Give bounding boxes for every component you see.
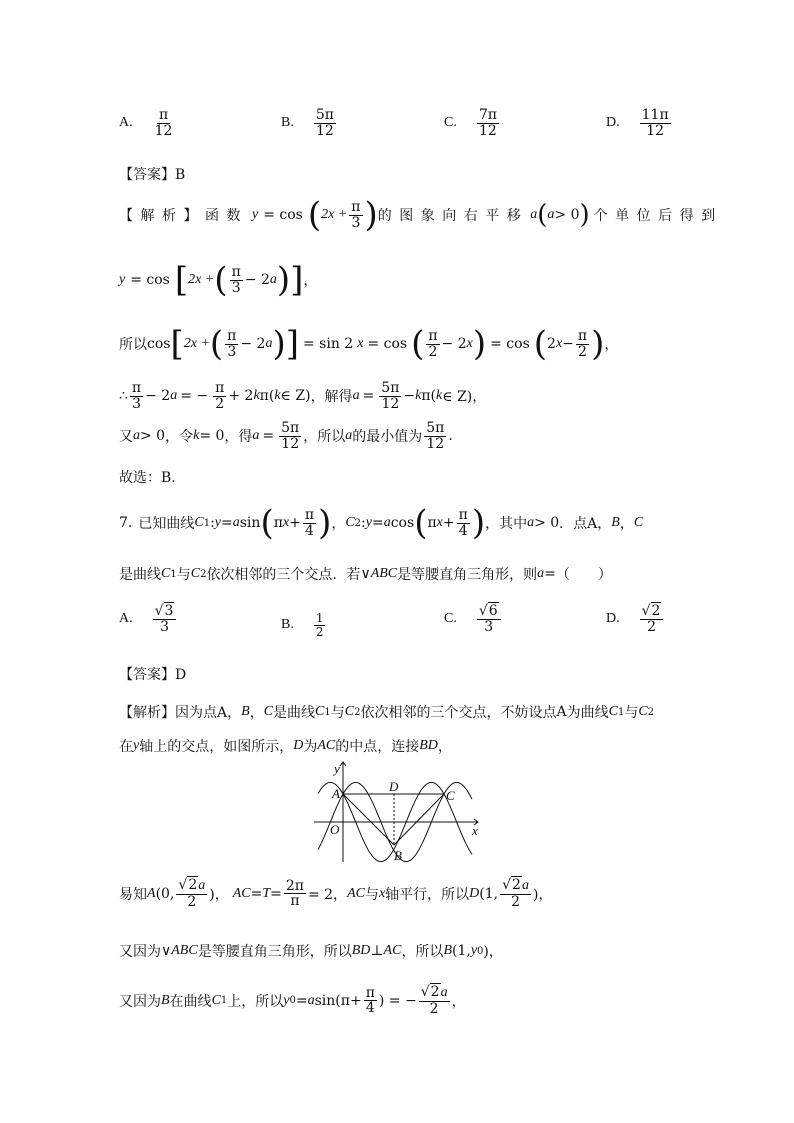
option-label: D. <box>606 115 620 131</box>
option-label: A. <box>119 611 133 627</box>
text: 与 <box>176 567 191 583</box>
option-b <box>281 612 327 638</box>
text: ，令 <box>165 429 194 446</box>
text: 为曲线 <box>566 705 609 721</box>
point-b-label: B <box>394 848 402 863</box>
text: 轴上的交点，如图所示， <box>139 739 294 755</box>
x-axis-label: x <box>472 823 478 838</box>
analysis-q7-line3: 易知 A (0, $\frac{√2a}{2}$ )， AC = T = $\frac{2\pi}{\pi}$ = 2， AC 与 x 轴平行，所以 D (1, $\frac{√2a}{2}$ )， <box>119 877 553 910</box>
option-label: A. <box>119 115 133 131</box>
option-label: D. <box>606 611 620 627</box>
analysis-q6-line1: 【解析】函数 y = cos ( 2x + $\frac{\pi}{3}$ ) 的图象向右平移 a ( a > 0 ) 个单位后得到 <box>119 195 723 235</box>
option-value: $\frac{1}{2}$ <box>315 611 324 639</box>
option-label: C. <box>444 611 457 627</box>
point-c-label: C <box>446 788 455 803</box>
text: ，解得 <box>310 389 353 406</box>
text: ，其中 <box>485 516 528 532</box>
option-d <box>606 108 673 138</box>
answer-q6: 【答案】B <box>119 167 186 183</box>
text: 是等腰直角三角形，所以 <box>197 944 352 960</box>
question-number: 7. <box>119 515 133 531</box>
option-value: $\frac{5\pi}{12}$ <box>315 107 334 139</box>
text: ，所以 <box>401 944 444 960</box>
text: 在 <box>119 739 133 755</box>
option-d <box>606 604 665 634</box>
point-d-label: D <box>389 779 399 794</box>
option-value: $\frac{\pi}{12}$ <box>154 107 173 139</box>
point-a-label: A <box>332 786 340 801</box>
option-value: $\frac{√3}{3}$ <box>153 604 177 634</box>
y-axis-label: y <box>334 761 340 776</box>
option-label: B. <box>281 617 294 633</box>
text: 与 <box>364 886 379 903</box>
text: 依次相邻的三个交点，不妨设点 <box>360 705 557 721</box>
option-label: C. <box>444 115 457 131</box>
text: 是等腰直角三角形，则 <box>397 567 538 583</box>
text: （ ） <box>555 567 612 583</box>
text: 为 <box>303 739 318 755</box>
text: 【解析】因为点 <box>119 705 217 721</box>
origin-label: O <box>330 822 340 837</box>
text: ，得 <box>224 429 253 446</box>
analysis-q7-line4: 又因为 ∨ ABC 是等腰直角三角形，所以 BD ⊥ AC ，所以 B (1, y 0 )， <box>119 943 503 960</box>
analysis-q7-line5: 又因为 B 在曲线 C 1 上，所以 y 0 = a sin(π+ $\frac{\pi}{4}$ ) = − $\frac{√2a}{2}$ ， <box>119 984 466 1017</box>
option-c <box>444 108 501 138</box>
text: 的最小值为 <box>352 429 423 446</box>
text: 是曲线 <box>273 705 316 721</box>
text: 上，所以 <box>227 993 284 1010</box>
analysis-q6-line3: 所以 cos [ 2x + ( $\frac{\pi}{3}$ − 2 a ) ] = sin 2 x = cos ( $\frac{\pi}{2}$ − 2 x ) = cos ( 2 x − $\frac{\pi}{2}$ ) ， <box>119 324 619 364</box>
segment-ab <box>343 794 394 845</box>
text: 又 <box>119 429 133 446</box>
option-value: $\frac{√2}{2}$ <box>640 604 664 634</box>
text: 与 <box>330 705 345 721</box>
analysis-q7-line2: 在 y 轴上的交点，如图所示， D 为 AC 的中点，连接 BD ， <box>119 738 452 755</box>
text: 与 <box>624 705 639 721</box>
option-value: $\frac{11\pi}{12}$ <box>641 107 669 139</box>
text: 又因为 <box>119 993 161 1010</box>
text: 已知曲线 <box>138 516 195 532</box>
text: 的中点，连接 <box>335 739 420 755</box>
text: 易知 <box>119 886 147 903</box>
option-label: B. <box>281 115 294 131</box>
analysis-mid: 的图象向右平移 <box>377 208 529 224</box>
option-c <box>444 604 503 634</box>
option-a <box>119 604 178 634</box>
analysis-q7-line1: 【解析】因为点 A， B ， C 是曲线 C 1 与 C 2 依次相邻的三个交点，不妨设点 A 为曲线 C 1 与 C 2 <box>119 704 655 721</box>
analysis-head: 【解析】函数 <box>119 208 248 224</box>
question-7-line2: 是曲线 C 1 与 C 2 依次相邻的三个交点．若 ∨ ABC 是等腰直角三角形，则 a = （ ） <box>119 566 612 583</box>
text: 又因为 <box>119 944 161 960</box>
analysis-q6-line2: y = cos [ 2x + ( $\frac{\pi}{3}$ − 2 a ) ] ， <box>119 260 318 300</box>
option-value: $\frac{√6}{3}$ <box>477 604 501 634</box>
text: 依次相邻的三个交点．若 <box>206 567 361 583</box>
segment-bc <box>394 794 444 845</box>
text: 轴平行，所以 <box>385 886 470 903</box>
text: ，所以 <box>303 429 346 446</box>
sine-cosine-figure <box>312 760 486 864</box>
analysis-tail: 个单位后得到 <box>593 208 723 224</box>
answer-q7: 【答案】D <box>119 667 187 683</box>
option-b <box>281 108 338 138</box>
text: ．点 <box>559 516 588 532</box>
text: 是曲线 <box>119 567 161 583</box>
text: 所以 <box>119 337 147 353</box>
analysis-q6-line4: ∴ $\frac{\pi}{3}$ − 2 a = − $\frac{\pi}{2}$ + 2 k π( k ∈ Z) ，解得 a = $\frac{5\pi}{12}$ − k π( k ∈ Z)， <box>119 380 487 412</box>
choose-q6: 故选：B. <box>119 470 176 486</box>
option-value: $\frac{7\pi}{12}$ <box>478 107 497 139</box>
question-7-line1: 7. 已知曲线 C 1 : y = a sin ( π x + $\frac{\pi}{4}$ ) ， C 2 : y = a cos ( π x + $\frac{\pi}{4}$ ) ，其中 a > 0 ．点 A， B ， C <box>119 503 644 543</box>
analysis-q6-line5: 又 a > 0 ，令 k = 0 ，得 a = $\frac{5\pi}{12}$ ，所以 a 的最小值为 $\frac{5\pi}{12}$ . <box>119 420 453 452</box>
option-a <box>119 108 176 138</box>
text: 在曲线 <box>169 993 212 1010</box>
